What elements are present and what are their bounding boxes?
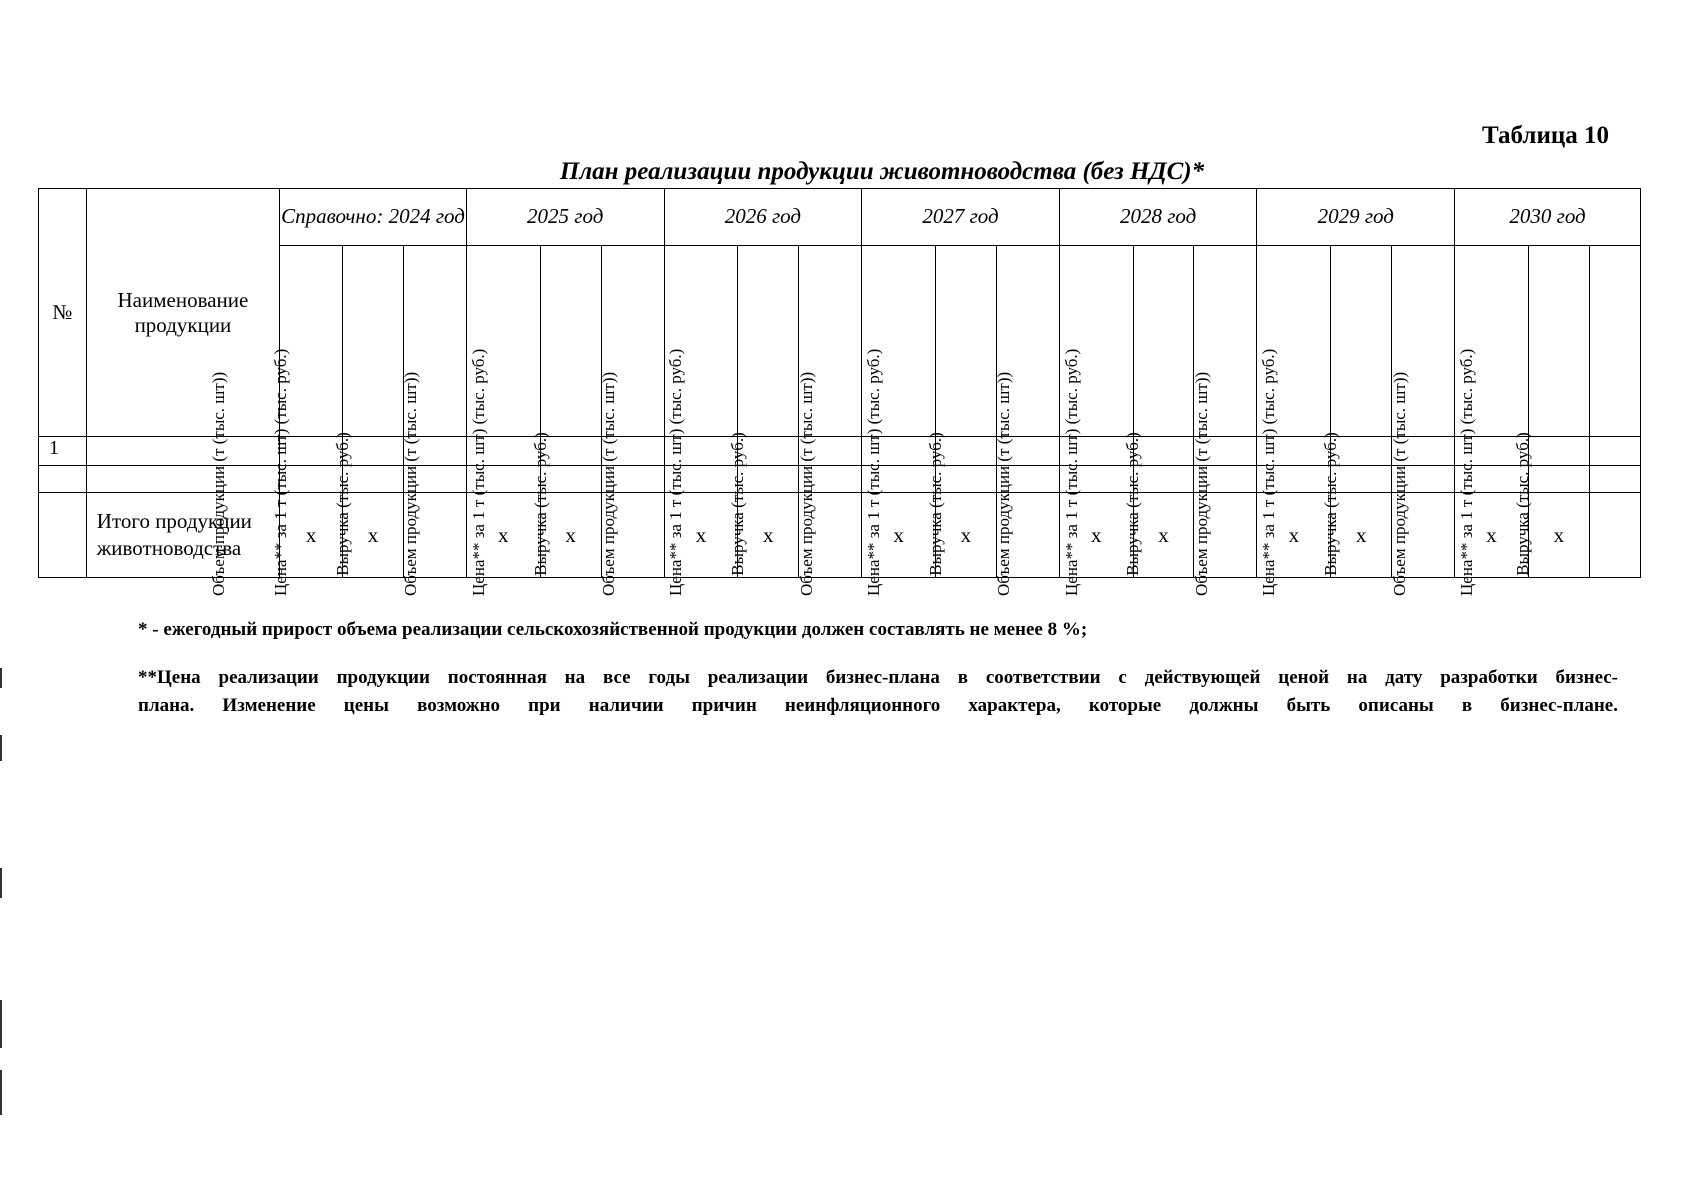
row-product-name [86, 466, 279, 493]
total-mark-cell: х [1257, 493, 1331, 578]
rotated-label [599, 372, 629, 597]
header-volume-text: Объем продукции (т (тыс. шт)) [209, 372, 229, 597]
total-mark-cell: х [540, 493, 601, 578]
row-number: 1 [39, 437, 87, 466]
total-mark-cell: х [343, 493, 404, 578]
header-revenue-text: Выручка (тыс. руб.) [1123, 432, 1143, 577]
rotated-label [864, 349, 894, 597]
header-revenue-text: Выручка (тыс. руб.) [728, 432, 748, 577]
header-volume-text: Объем продукции (т (тыс. шт)) [599, 372, 619, 597]
header-revenue-text: Выручка (тыс. руб.) [926, 432, 946, 577]
total-revenue-cell [1589, 493, 1640, 578]
rotated-label [1061, 349, 1092, 597]
header-revenue-text: Выручка (тыс. руб.) [333, 432, 353, 577]
header-year: 2029 год [1257, 189, 1455, 246]
header-revenue-text: Выручка (тыс. руб.) [1513, 432, 1533, 577]
rotated-label [530, 412, 561, 596]
header-price-text: Цена** за 1 т (тыс. шт) (тыс. руб.) [1259, 349, 1279, 597]
sales-plan-table [38, 188, 1641, 597]
total-mark-cell: х [1331, 493, 1392, 578]
header-price-text: Цена** за 1 т (тыс. шт) (тыс. руб.) [271, 349, 291, 597]
rotated-label [926, 412, 956, 596]
header-volume-text: Объем продукции (т (тыс. шт)) [1389, 372, 1409, 597]
rotated-label [728, 412, 758, 596]
scan-margin-mark [0, 735, 2, 761]
rotated-label [994, 372, 1024, 597]
header-year: 2030 год [1455, 189, 1641, 246]
footnote-price-line-1: **Цена реализации продукции постоянная на все годы реализации бизнес-плана в соответствии с действующей ценой на дату разработки бизнес- [138, 667, 1618, 688]
header-year: 2028 год [1059, 189, 1257, 246]
rotated-label [1513, 412, 1543, 596]
total-mark-cell: х [1455, 493, 1529, 578]
header-price-text: Цена** за 1 т (тыс. шт) (тыс. руб.) [468, 349, 488, 597]
header-number: № [39, 189, 87, 437]
total-number [39, 493, 87, 578]
rotated-label [1321, 412, 1351, 596]
header-product-name: Наименование продукции [86, 189, 279, 437]
rotated-label [271, 349, 301, 597]
rotated-label [1389, 372, 1420, 597]
rotated-label [468, 349, 499, 597]
scan-margin-mark [0, 668, 2, 688]
total-mark-cell: х [936, 493, 997, 578]
rotated-label [1123, 412, 1153, 596]
header-year: 2027 год [862, 189, 1060, 246]
total-mark-cell: х [664, 493, 738, 578]
footnote-price [138, 664, 1618, 719]
rotated-label [209, 372, 239, 597]
data-cell [1589, 466, 1640, 493]
header-price-text: Цена** за 1 т (тыс. шт) (тыс. руб.) [1061, 349, 1081, 597]
rotated-label [1259, 349, 1289, 597]
data-cell [1589, 437, 1640, 466]
total-mark-cell: х [280, 493, 343, 578]
header-volume-text: Объем продукции (т (тыс. шт)) [1192, 372, 1212, 597]
total-mark-cell: х [1528, 493, 1589, 578]
footnote-price-line-2: плана. Изменение цены возможно при наличии причин неинфляционного характера, которые должны быть описаны в бизнес-плане. [138, 694, 1618, 716]
total-mark-cell: х [1133, 493, 1194, 578]
footnote-growth: * - ежегодный прирост объема реализации сельскохозяйственной продукции должен составлять не менее 8 %; [138, 619, 1088, 640]
scan-margin-mark [0, 1070, 2, 1115]
scan-margin-mark [0, 1000, 2, 1048]
total-mark-cell: х [1059, 493, 1133, 578]
header-year: 2025 год [466, 189, 664, 246]
header-price-text: Цена** за 1 т (тыс. шт) (тыс. руб.) [864, 349, 884, 597]
header-volume-text: Объем продукции (т (тыс. шт)) [994, 372, 1014, 597]
rotated-label [1457, 349, 1487, 597]
header-year: Справочно: 2024 год [280, 189, 467, 246]
header-revenue-text: Выручка (тыс. руб.) [530, 432, 550, 577]
header-price-text: Цена** за 1 т (тыс. шт) (тыс. руб.) [666, 349, 686, 597]
total-label: Итого продукции животноводства [86, 493, 279, 578]
header-revenue-text: Выручка (тыс. руб.) [1321, 432, 1341, 577]
header-volume-text: Объем продукции (т (тыс. шт)) [796, 372, 816, 597]
total-mark-cell: х [466, 493, 540, 578]
total-mark-cell: х [738, 493, 799, 578]
header-price-text: Цена** за 1 т (тыс. шт) (тыс. руб.) [1457, 349, 1477, 597]
row-product-name [86, 437, 279, 466]
rotated-label [796, 372, 827, 597]
header-revenue [1513, 246, 1640, 577]
scan-margin-mark [0, 868, 2, 898]
header-volume-text: Объем продукции (т (тыс. шт)) [401, 372, 421, 597]
rotated-label [1192, 372, 1222, 597]
rotated-label [401, 372, 431, 597]
rotated-label [333, 412, 363, 596]
table-title: План реализации продукции животноводства (без НДС)* [559, 158, 1205, 185]
rotated-label [666, 349, 696, 597]
table-number: Таблица 10 [1481, 122, 1609, 149]
row-number [39, 466, 87, 493]
total-mark-cell: х [862, 493, 936, 578]
header-year: 2026 год [664, 189, 862, 246]
